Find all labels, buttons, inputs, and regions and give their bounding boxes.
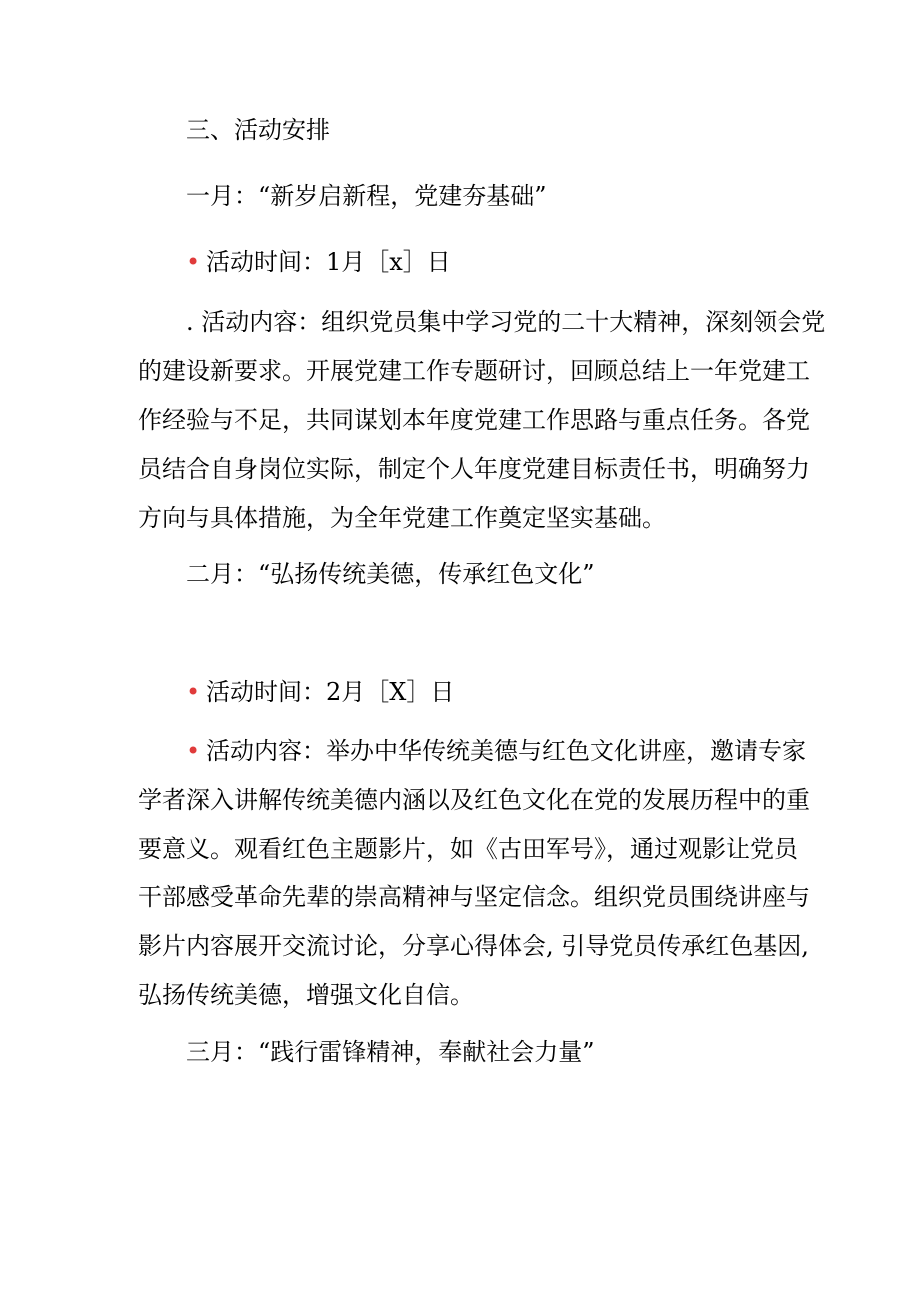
january-content-line-2: 的建设新要求。开展党建工作专题研讨，回顾总结上一年党建工 [138,357,810,385]
bullet-icon: • [186,678,201,706]
january-content-line-1: . 活动内容：组织党员集中学习党的二十大精神，深刻领会党 [186,308,826,336]
february-content-line-5: 影片内容展开交流讨论，分享心得体会, 引导党员传承红色基因, [138,932,809,960]
january-time-item [186,246,451,278]
february-content-line-2: 学者深入讲解传统美德内涵以及红色文化在党的发展历程中的重 [138,786,810,814]
february-content-line-3: 要意义。观看红色主题影片，如《古田军号》，通过观影让党员 [138,835,798,863]
february-content-item [186,735,806,767]
bullet-icon: • [186,737,201,765]
january-content-line-3: 作经验与不足，共同谋划本年度党建工作思路与重点任务。各党 [138,406,810,434]
march-heading: 三月：“践行雷锋精神，奉献社会力量” [186,1038,595,1066]
february-time: 活动时间：2月［X］日 [206,678,455,706]
february-heading: 二月：“弘扬传统美德，传承红色文化” [186,560,595,588]
january-heading: 一月：“新岁启新程，党建夯基础” [186,182,547,210]
january-content-line-4: 员结合自身岗位实际，制定个人年度党建目标责任书，明确努力 [138,455,810,483]
january-time: 活动时间：1月［x］日 [206,248,451,276]
section-heading: 三、活动安排 [186,116,330,144]
bullet-icon: • [186,248,201,276]
february-time-item [186,676,454,708]
february-content-line-6: 弘扬传统美德，增强文化自信。 [138,981,474,1009]
february-content-line-1: 活动内容：举办中华传统美德与红色文化讲座，邀请专家 [206,737,806,765]
february-content-line-4: 干部感受革命先辈的崇高精神与坚定信念。组织党员围绕讲座与 [138,883,810,911]
january-content-line-5: 方向与具体措施，为全年党建工作奠定坚实基础。 [138,504,666,532]
